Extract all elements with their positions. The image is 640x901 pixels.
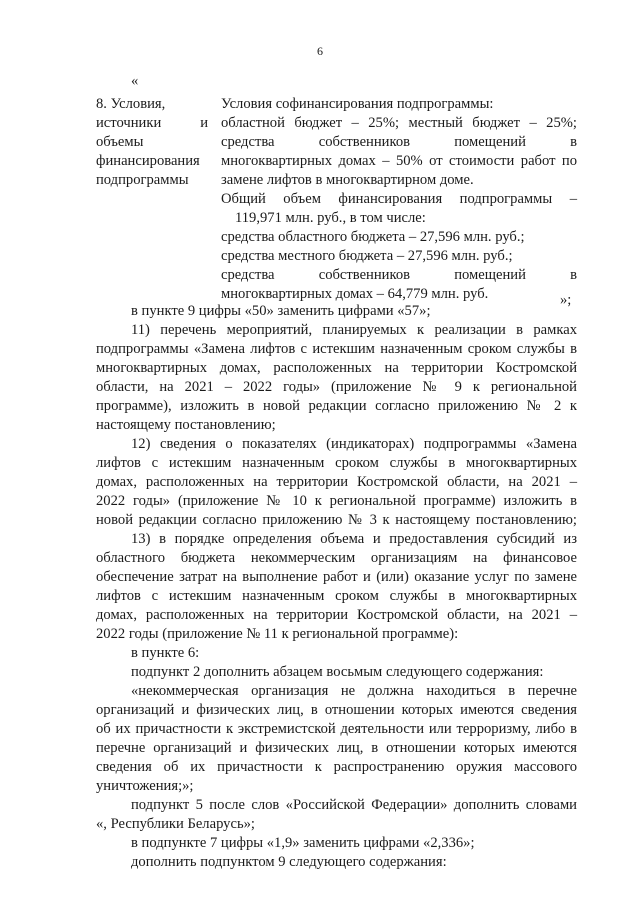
body-line: программе), изложить в новой редакции согласно приложению № 2 к xyxy=(96,398,577,414)
table-right-line: средства собственников помещений в xyxy=(221,134,577,150)
table-right-line: замене лифтов в многоквартирном доме. xyxy=(221,172,474,188)
body-line: уничтожения;»; xyxy=(96,778,194,794)
body-line: в пункте 6: xyxy=(131,645,200,661)
table-right-line: средства собственников помещений в xyxy=(221,267,577,283)
body-line: лифтов с истекшим назначенным сроком службы в многоквартирных xyxy=(96,588,577,604)
body-line: обеспечение затрат на выполнение работ и (или) оказание услуг по замене xyxy=(96,569,577,585)
body-line: лифтов с истекшим назначенным сроком службы в многоквартирных xyxy=(96,455,577,471)
body-line: «, Республики Беларусь»; xyxy=(96,816,255,832)
table-right-cell xyxy=(221,95,577,304)
table-left-cell xyxy=(96,95,208,190)
table-right-line: Общий объем финансирования подпрограммы – xyxy=(221,191,577,207)
opening-quote: « xyxy=(131,73,139,89)
page-number: 6 xyxy=(317,44,323,58)
body-line: перечне организаций и физических лиц, в отношении которых имеются xyxy=(96,740,577,756)
table-right-line: средства областного бюджета – 27,596 млн. руб.; xyxy=(221,229,525,245)
body-line: «некоммерческая организация не должна находиться в перечне xyxy=(131,683,577,699)
table-left-text: объемы xyxy=(96,134,144,150)
body-line: многоквартирных домах, расположенных на территории Костромской xyxy=(96,360,577,376)
body-line: 11) перечень мероприятий, планируемых к реализации в рамках xyxy=(131,322,577,338)
table-left-text: финансирования xyxy=(96,153,200,169)
closing-quote: »; xyxy=(560,292,572,308)
table-right-line: Условия софинансирования подпрограммы: xyxy=(221,96,494,112)
table-right-line: средства местного бюджета – 27,596 млн. руб.; xyxy=(221,248,513,264)
body-line: подпрограммы «Замена лифтов с истекшим назначенным сроком службы в xyxy=(96,341,577,357)
body-line: 2022 годы» (приложение № 10 к региональной программе) изложить в xyxy=(96,493,577,509)
body-line: подпункт 2 дополнить абзацем восьмым следующего содержания: xyxy=(131,664,544,680)
table-right-line: многоквартирных домах – 50% от стоимости работ по xyxy=(221,153,577,169)
body-line: 2022 годы (приложение № 11 к региональной программе): xyxy=(96,626,459,642)
table-left-text: подпрограммы xyxy=(96,172,189,188)
body-line: сведения об их причастности к распространению оружия массового xyxy=(96,759,577,775)
body-line: настоящему постановлению; xyxy=(96,417,276,433)
document-body xyxy=(96,302,577,872)
body-line: дополнить подпунктом 9 следующего содержания: xyxy=(131,854,447,870)
table-left-text: источники xyxy=(96,115,162,131)
body-line: домах, расположенных на территории Костромской области, на 2021 – xyxy=(96,474,577,490)
body-line: об их причастности к экстремистской деятельности или терроризму, либо в xyxy=(96,721,577,737)
table-left-line xyxy=(96,133,208,152)
body-line: областного бюджета некоммерческим организациям на финансовое xyxy=(96,550,577,566)
table-left-text: и xyxy=(200,115,208,131)
body-line: организаций и физических лиц, в отношении которых имеются сведения xyxy=(96,702,577,718)
body-line: области, на 2021 – 2022 годы» (приложение № 9 к региональной xyxy=(96,379,577,395)
body-line: домах, расположенных на территории Костромской области, на 2021 – xyxy=(96,607,577,623)
body-line: 12) сведения о показателях (индикаторах) подпрограммы «Замена xyxy=(131,436,577,452)
table-left-text: 8. Условия, xyxy=(96,96,166,112)
body-line: новой редакции согласно приложению № 3 к настоящему постановлению; xyxy=(96,512,577,528)
table-left-line xyxy=(96,171,208,190)
body-line: подпункт 5 после слов «Российской Федерации» дополнить словами xyxy=(131,797,577,813)
body-line: 13) в порядке определения объема и предоставления субсидий из xyxy=(131,531,577,547)
table-right-line: областной бюджет – 25%; местный бюджет – 25%; xyxy=(221,115,577,131)
table-right-line: 119,971 млн. руб., в том числе: xyxy=(235,210,426,226)
body-line: в пункте 9 цифры «50» заменить цифрами «57»; xyxy=(131,303,431,319)
body-line: в подпункте 7 цифры «1,9» заменить цифрами «2,336»; xyxy=(131,835,475,851)
table-right-line: многоквартирных домах – 64,779 млн. руб. xyxy=(221,286,489,302)
table-left-line xyxy=(96,95,208,114)
table-left-line xyxy=(96,152,208,171)
table-left-line xyxy=(96,114,208,133)
